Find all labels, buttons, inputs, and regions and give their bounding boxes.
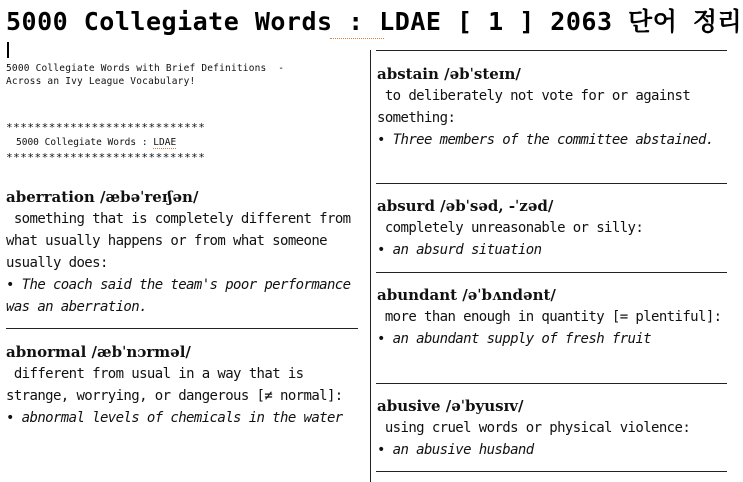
entry-divider xyxy=(376,383,727,384)
entry-divider xyxy=(376,471,727,472)
intro-line-1: 5000 Collegiate Words with Brief Definitions - xyxy=(6,63,285,74)
entry-headword: aberration /æbəˈreɪʃən/ xyxy=(6,188,199,206)
entry-definition: different from usual in a way that is strange, worrying, or dangerous [≠ normal]: xyxy=(6,366,343,404)
entry-divider xyxy=(376,183,727,184)
entry-definition: something that is completely different from what usually happens or from what someone usually does: xyxy=(6,211,359,271)
intro-line-2: Across an Ivy League Vocabulary! xyxy=(6,76,196,87)
entry-absurd xyxy=(377,196,727,261)
text-cursor xyxy=(7,42,9,58)
entry-headword: abnormal /æbˈnɔrməl/ xyxy=(6,343,191,361)
separator-stars-bottom: **************************** xyxy=(6,151,206,164)
entry-headword: abstain /əbˈsteɪn/ xyxy=(377,65,521,83)
entry-example: • abnormal levels of chemicals in the water xyxy=(6,410,343,426)
entry-divider xyxy=(376,272,727,273)
entry-abstain xyxy=(377,64,727,151)
intro-block xyxy=(6,62,362,164)
sub-heading xyxy=(6,134,362,152)
entry-divider xyxy=(6,328,358,329)
entry-headword: abundant /əˈbʌndənt/ xyxy=(377,286,556,304)
column-divider xyxy=(370,50,371,482)
sub-heading-prefix: 5000 Collegiate Words : xyxy=(16,137,154,148)
entry-example: • an abundant supply of fresh fruit xyxy=(377,331,652,347)
entry-aberration xyxy=(6,187,358,318)
entry-abundant xyxy=(377,285,727,350)
separator-stars-top: **************************** xyxy=(6,121,206,134)
entry-example: • The coach said the team's poor performance was an aberration. xyxy=(6,277,351,315)
entry-headword: abusive /əˈbyusɪv/ xyxy=(377,397,524,415)
right-column-top-rule xyxy=(376,50,727,51)
sub-heading-link: LDAE xyxy=(153,137,177,148)
entry-definition: to deliberately not vote for or against something: xyxy=(377,88,699,126)
entry-definition: using cruel words or physical violence: xyxy=(377,420,691,436)
document-title: 5000 Collegiate Words : LDAE [ 1 ] 2063 단어 정리 xyxy=(6,7,743,36)
entry-definition: completely unreasonable or silly: xyxy=(377,220,644,236)
entry-example: • an absurd situation xyxy=(377,242,542,258)
entry-example: • an abusive husband xyxy=(377,442,534,458)
entry-abusive xyxy=(377,396,727,461)
entry-example: • Three members of the committee abstained. xyxy=(377,132,714,148)
entry-definition: more than enough in quantity [= plentiful]: xyxy=(377,309,722,325)
title-spellcheck-underline xyxy=(330,38,384,39)
entry-headword: absurd /əbˈsəd, -ˈzəd/ xyxy=(377,197,554,215)
entry-abnormal xyxy=(6,342,358,429)
